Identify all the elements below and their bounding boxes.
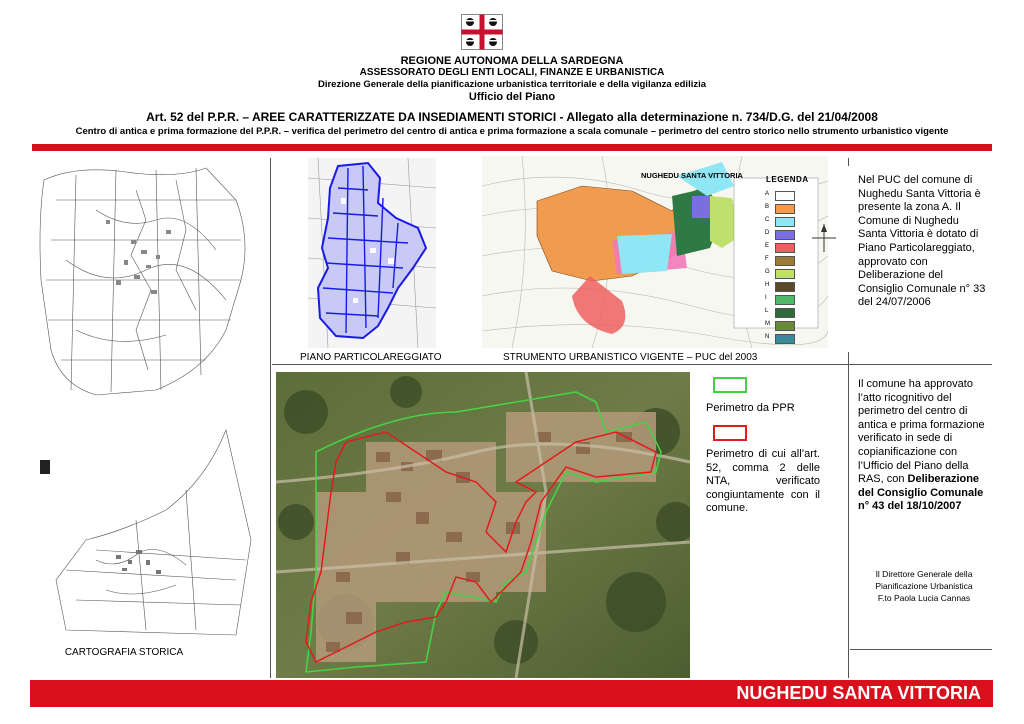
assessorato-heading: ASSESSORATO DEGLI ENTI LOCALI, FINANZE E URBANISTICA: [359, 67, 665, 78]
historic-map-bottom: [36, 420, 268, 645]
caption-piano: PIANO PARTICOLAREGGIATO: [300, 352, 442, 363]
legend-swatch: [775, 230, 795, 240]
legend-letter: D: [765, 230, 770, 236]
divider-right: [848, 158, 849, 166]
legend-letter: N: [765, 334, 770, 340]
legend-swatch: [775, 243, 795, 253]
divider-middle: [272, 364, 992, 365]
verified-perimeter-swatch: [713, 425, 747, 441]
legend-letter: M: [765, 321, 770, 327]
legend-swatch: [775, 321, 795, 331]
legend-letter: C: [765, 217, 770, 223]
verified-perimeter-label: Perimetro di cui all’art. 52, comma 2 delle NTA, verificato congiuntamente con il comune.: [706, 448, 820, 515]
legend-swatch: [775, 308, 795, 318]
puc-legend-row: [765, 189, 827, 202]
divider-bottom: [850, 649, 992, 650]
puc-legend-row: [765, 202, 827, 215]
ufficio-heading: Ufficio del Piano: [468, 91, 556, 103]
legend-swatch: [775, 295, 795, 305]
legend-letter: L: [765, 308, 769, 314]
caption-strumento: STRUMENTO URBANISTICO VIGENTE – PUC del 2003: [503, 352, 758, 363]
puc-legend-row: [765, 293, 827, 306]
legend-swatch: [775, 282, 795, 292]
ppr-perimeter-label: Perimetro da PPR: [706, 402, 795, 414]
top-red-bar: [32, 144, 992, 151]
ppr-perimeter-swatch: [713, 377, 747, 393]
puc-legend-row: [765, 332, 827, 345]
legend-letter: F: [765, 256, 769, 262]
legend-swatch: [775, 269, 795, 279]
divider-left: [270, 158, 271, 678]
approval-note-deliberation: Deliberazione del Consiglio Comunale n° 43 del 18/10/2007: [858, 473, 984, 513]
approval-note: [858, 378, 992, 514]
puc-legend-row: [765, 319, 827, 332]
legend-letter: A: [765, 191, 770, 197]
legend-swatch: [775, 204, 795, 214]
region-heading: REGIONE AUTONOMA DELLA SARDEGNA: [400, 55, 624, 67]
north-arrow-icon: [812, 224, 836, 252]
legend-letter: G: [765, 269, 770, 275]
aerial-photo: [276, 372, 690, 678]
legend-letter: I: [765, 295, 767, 301]
approval-note-text: Il comune ha approvato l’atto ricognitivo del perimetro del centro di antica e prima formazione verificato in sede di copianificazione con l’Ufficio del Piano della RAS, con: [858, 378, 985, 486]
legend-swatch: [775, 217, 795, 227]
historic-map-top: [36, 160, 268, 400]
puc-legend: [765, 189, 827, 345]
puc-legend-title: LEGENDA: [766, 175, 809, 184]
signature-block: [856, 568, 992, 604]
legend-swatch: [775, 191, 795, 201]
divider-right-lower: [848, 352, 849, 678]
signature-line-3: F.to Paola Lucia Cannas: [877, 593, 971, 603]
puc-place-label: NUGHEDU SANTA VITTORIA: [641, 171, 743, 180]
caption-cartografia: CARTOGRAFIA STORICA: [64, 647, 184, 658]
puc-note: Nel PUC del comune di Nughedu Santa Vittoria è presente la zona A. Il Comune di Nughedu Santa Vittoria è dotato di Piano Particolareggiato, approvato con Deliberazione del Consiglio Comunale n° 33 del 24/07/2006: [858, 174, 986, 309]
piano-particolareggiato-map: [308, 158, 436, 348]
footer-bar: [30, 680, 993, 707]
puc-legend-row: [765, 267, 827, 280]
signature-line-2: Pianificazione Urbanistica: [875, 581, 973, 591]
legend-letter: H: [765, 282, 770, 288]
coat-of-arms: [461, 14, 503, 50]
legend-letter: E: [765, 243, 770, 249]
puc-legend-row: [765, 280, 827, 293]
legend-swatch: [775, 256, 795, 266]
signature-line-1: Il Direttore Generale della: [875, 569, 973, 579]
page-subtitle: Centro di antica e prima formazione del P.P.R. – verifica del perimetro del centro di antica e prima formazione a scala comunale – perimetro del centro storico nello strumento urbanistico vigente: [75, 126, 949, 137]
puc-legend-row: [765, 306, 827, 319]
legend-letter: B: [765, 204, 770, 210]
footer-town-name: NUGHEDU SANTA VITTORIA: [736, 683, 981, 703]
direzione-heading: Direzione Generale della pianificazione urbanistica territoriale e della vigilanza edilizia: [317, 79, 707, 90]
legend-swatch: [775, 334, 795, 344]
page-title: Art. 52 del P.P.R. – AREE CARATTERIZZATE DA INSEDIAMENTI STORICI - Allegato alla determinazione n. 734/D.G. del 21/04/2008: [146, 110, 878, 124]
puc-legend-row: [765, 254, 827, 267]
